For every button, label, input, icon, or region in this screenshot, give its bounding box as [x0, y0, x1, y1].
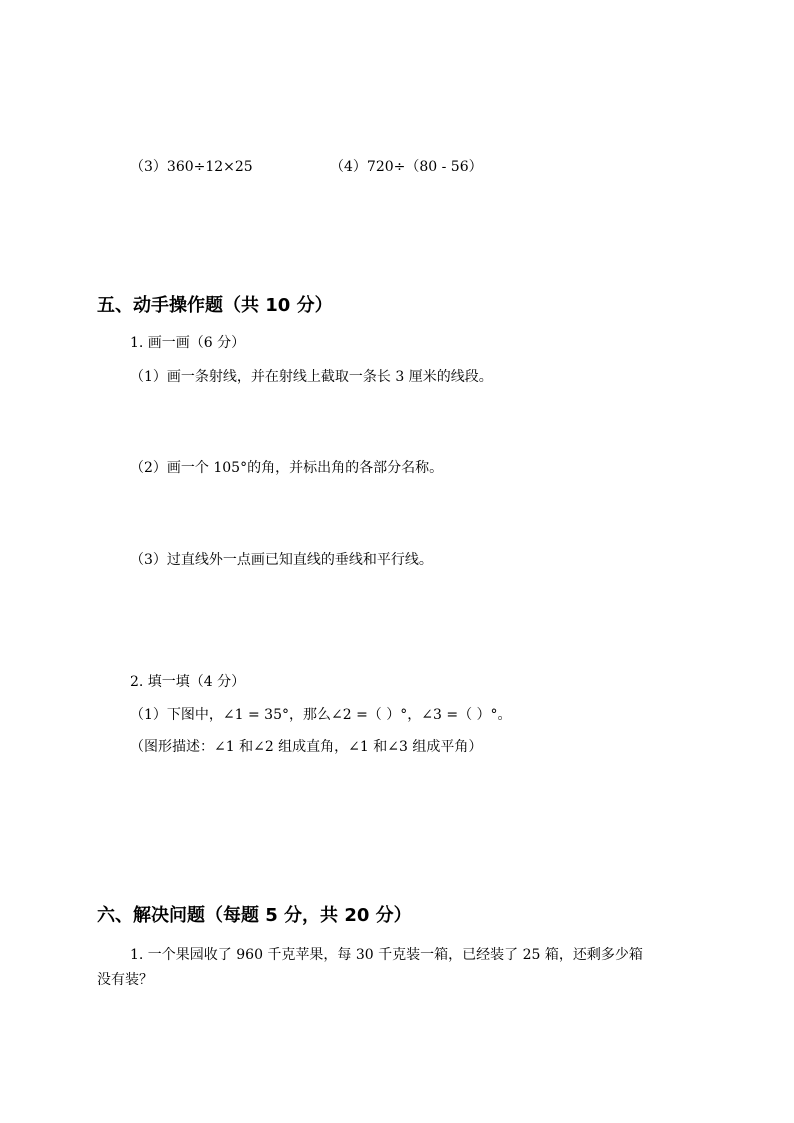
problem-1-line-1: 1. 一个果园收了 960 千克苹果，每 30 千克装一箱，已经装了 25 箱，还剩多少箱 [130, 947, 643, 963]
q2-part-1: （1）下图中，∠1 = 35°，那么∠2 =（ ）°，∠3 =（ ）°。 [130, 707, 512, 723]
calc-item-3: （3）360÷12×25 [130, 159, 253, 175]
calc-item-4: （4）720÷（80 - 56） [330, 159, 483, 175]
section-6-heading: 六、解决问题（每题 5 分，共 20 分） [97, 905, 412, 926]
q1-part-3: （3）过直线外一点画已知直线的垂线和平行线。 [130, 552, 433, 568]
q1-title: 1. 画一画（6 分） [130, 335, 246, 351]
q2-figure-description: （图形描述：∠1 和∠2 组成直角，∠1 和∠3 组成平角） [130, 739, 483, 755]
q1-part-2: （2）画一个 105°的角，并标出角的各部分名称。 [130, 460, 444, 476]
section-5-heading: 五、动手操作题（共 10 分） [97, 295, 333, 316]
problem-1-line-2: 没有装？ [97, 972, 153, 988]
q1-part-1: （1）画一条射线，并在射线上截取一条长 3 厘米的线段。 [130, 369, 493, 385]
q2-title: 2. 填一填（4 分） [130, 674, 246, 690]
